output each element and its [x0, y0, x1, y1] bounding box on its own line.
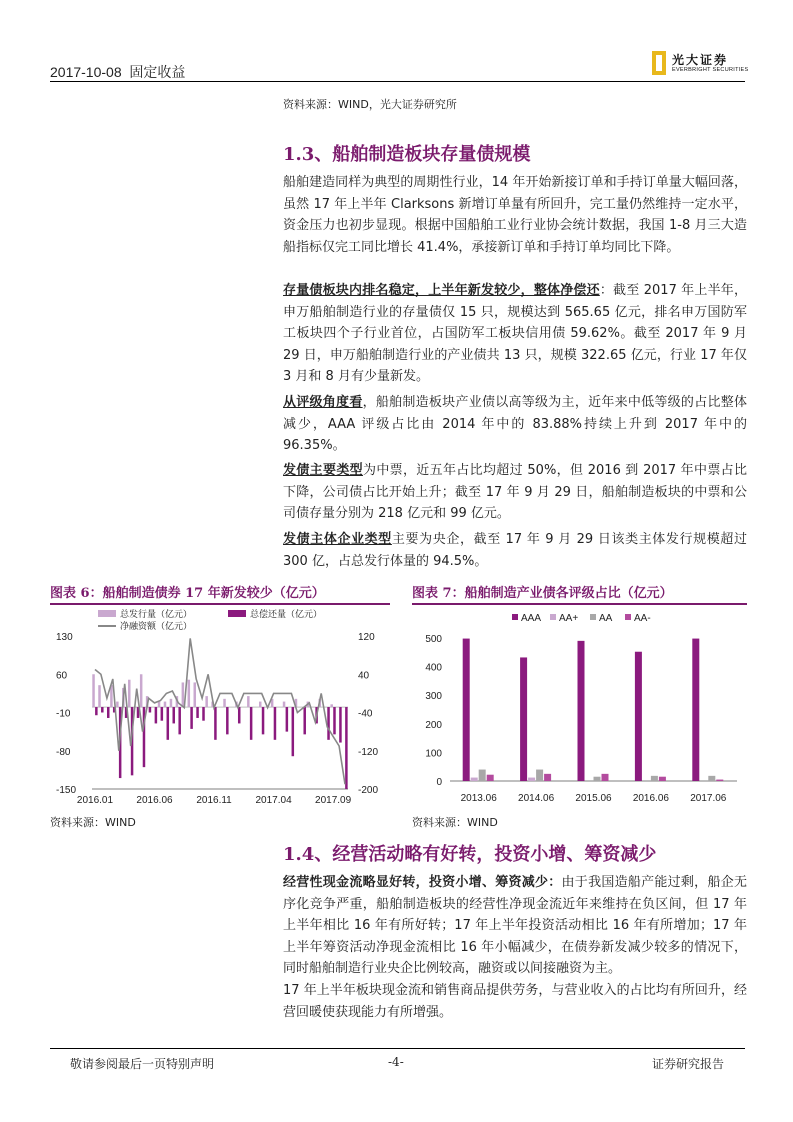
section-14-paragraph-2: 17 年上半年板块现金流和销售商品提供劳务，与营业收入的占比均有所回升，经营回暖使获现能力有所增强。 [283, 983, 747, 1020]
logo-text-en: EVERBRIGHT SECURITIES [672, 67, 749, 73]
section-13-paragraph-4 [283, 460, 747, 525]
chart7-x-tick: 2017.06 [690, 793, 727, 804]
chart7-legend-swatch [590, 614, 596, 620]
company-logo [652, 51, 752, 77]
chart6-bar-issued [247, 696, 250, 707]
paragraph-2-lead: 存量债板块内排名稳定，上半年新发较少，整体净偿还 [283, 283, 600, 298]
section14-paragraph-1-lead: 经营性现金流略显好转，投资小增、筹资减少： [283, 875, 562, 890]
chart7-bar [544, 774, 551, 781]
chart6-bar-repaid [339, 707, 342, 743]
chart7-legend-label: AA [599, 613, 613, 624]
chart6-bar-repaid [155, 707, 158, 723]
chart7-bar [463, 639, 470, 781]
footer-disclaimer: 敬请参阅最后一页特别声明 [70, 1057, 215, 1071]
chart7-bar [659, 777, 666, 781]
chart6-left-tick: 60 [56, 670, 68, 682]
header-date-category [50, 62, 185, 82]
chart6-left-tick: 130 [56, 632, 73, 643]
chart6-bar-repaid [345, 707, 348, 789]
paragraph-4-body: 为中票，近五年占比均超过 50%，但 2016 到 2017 年中票占比下降，公司债占比开始上升；截至 17 年 9 月 29 日，船舶制造板块的中票和公司债存量分别为 218 亿元和 99 亿元。 [283, 463, 747, 521]
section-14-title: 1.4、经营活动略有好转，投资小增、筹资减少 [283, 844, 657, 865]
chart6-bar-repaid [274, 707, 277, 740]
chart6-bar-issued [92, 674, 95, 707]
header-divider [50, 81, 745, 82]
chart7-x-tick: 2016.06 [632, 793, 669, 804]
chart7-y-tick: 500 [425, 634, 442, 645]
chart6-right-tick: -120 [358, 746, 379, 758]
chart6-bar-repaid [202, 707, 205, 721]
chart6-bar-issued [330, 704, 333, 707]
chart7-y-tick: 300 [425, 691, 442, 703]
chart6-bar-issued [116, 702, 119, 707]
chart7-svg [412, 606, 747, 812]
chart7-bar [651, 776, 658, 781]
chart7-legend-swatch [625, 614, 631, 620]
chart6-bar-repaid [196, 707, 199, 718]
chart6-bar-repaid [214, 707, 217, 740]
chart6-left-tick: -80 [56, 746, 71, 758]
chart7-x-tick: 2014.06 [518, 793, 555, 804]
chart7-bar [528, 778, 535, 781]
chart7-bar [578, 641, 585, 781]
chart7-bar [520, 657, 527, 781]
chart6-legend-issued: 总发行量（亿元） [120, 609, 193, 619]
chart6-bar-repaid [161, 707, 164, 721]
chart6-left-tick: -10 [56, 708, 71, 720]
chart6-bar-repaid [167, 707, 170, 740]
chart7-bar [536, 770, 543, 781]
chart7-y-tick: 0 [436, 777, 442, 788]
top-source-note: 资料来源：WIND，光大证券研究所 [283, 98, 457, 111]
chart7-bar [602, 774, 609, 781]
chart7-bar [471, 778, 478, 781]
chart6-bar-repaid [172, 707, 175, 723]
paragraph-5-lead: 发债主体企业类型 [283, 532, 392, 547]
paragraph-2-body: ：截至 2017 年上半年，申万船舶制造行业的存量债仅 15 只，规模达到 565.65 亿元，排名申万国防军工板块四个子行业首位，占国防军工板块信用债 59.62%。截至 2017 年 9 月 29 日，申万船舶制造行业的产业债共 13 只，规模 322.65 亿元，行业 17 年仅 3 月和 8 月有少量新发。 [283, 283, 747, 384]
chart6-bar-repaid [238, 707, 241, 723]
section-13-paragraph-2 [283, 280, 747, 388]
chart6-bar-repaid [286, 707, 289, 732]
chart7-bar [708, 776, 715, 781]
chart6-bar-repaid [178, 707, 181, 734]
logo-text-cn: 光大证券 [672, 53, 729, 67]
chart6-bar-repaid [107, 707, 110, 718]
section-13-paragraph-1: 船舶建造同样为典型的周期性行业，14 年开始新接订单和手持订单量大幅回落，虽然 17 年上半年 Clarksons 新增订单量有所回升，完工量仍然维持一定水平，资金压力也初步显现。根据中国船舶工业行业协会统计数据，我国 1-8 月三大造船指标仅完工同比增长 41.4%，承接新订单和手持订单均同比下降。 [283, 175, 747, 255]
chart7-legend-swatch [550, 614, 556, 620]
chart7-bar [635, 652, 642, 781]
chart6-source: 资料来源：WIND [50, 816, 136, 829]
section14-paragraph-1-body: 由于我国造船产能过剩，船企无序化竞争严重，船舶制造板块的经营性净现金流近年来维持在负区间，但 17 年上半年相比 16 年有所好转；17 年上半年投资活动相比 16 年有所增加；17 年上半年筹资活动净现金流相比 16 年小幅减少，在债券新发减少较多的情况下，同时船舶制造行业央企比例较高，融资或以间接融资为主。 [283, 875, 747, 976]
paragraph-3-body: ，船舶制造板块产业债以高等级为主，近年来中低等级的占比整体减少，AAA 评级占比由 2014 年中的 83.88%持续上升到 2017 年中的 96.35%。 [283, 395, 747, 453]
chart6-bar-repaid [333, 707, 336, 734]
chart6-bar-issued [128, 680, 131, 707]
chart6-svg [50, 606, 390, 812]
chart7-bar [487, 775, 494, 781]
chart7-bar [716, 780, 723, 781]
footer-divider [50, 1048, 745, 1049]
chart6-bar-repaid [101, 707, 104, 712]
chart6-bar-issued [182, 682, 185, 707]
chart6-right-tick: -200 [358, 785, 379, 796]
chart6-left-tick: -150 [56, 785, 77, 796]
chart6-bar-issued [140, 674, 143, 707]
section-13-paragraph-5 [283, 529, 747, 572]
chart7-x-tick: 2015.06 [575, 793, 612, 804]
chart6-bar-issued [205, 696, 208, 707]
chart7-caption: 图表 7：船舶制造产业债各评级占比（亿元） [412, 586, 673, 601]
paragraph-4-lead: 发债主要类型 [283, 463, 363, 478]
chart6-x-tick: 2016.06 [136, 795, 173, 806]
chart6-bar-repaid [292, 707, 295, 756]
chart6-right-tick: -40 [358, 708, 373, 720]
section-13-paragraph-3 [283, 392, 747, 457]
chart6-legend-swatch-issued [98, 610, 116, 617]
header-category: 固定收益 [129, 65, 186, 81]
chart6-caption-rule [50, 603, 390, 605]
footer-page-number: -4- [388, 1055, 404, 1069]
chart7-bar [479, 770, 486, 781]
chart6-bar-repaid [303, 707, 306, 734]
chart6-bar-issued [259, 702, 262, 707]
chart6-x-tick: 2016.11 [196, 795, 232, 806]
chart6-bar-issued [223, 699, 226, 707]
chart6-legend-repaid: 总偿还量（亿元） [250, 609, 323, 619]
footer-report-type: 证券研究报告 [652, 1057, 725, 1071]
chart7-bar [594, 777, 601, 781]
chart6-bar-repaid [250, 707, 253, 740]
chart6-bar-issued [158, 702, 161, 707]
chart7-legend-label: AA+ [559, 613, 579, 624]
chart7-legend-label: AA- [634, 613, 651, 624]
paragraph-3-lead: 从评级角度看 [283, 395, 363, 410]
chart7-y-tick: 200 [425, 719, 442, 731]
chart6-bar-issued [164, 702, 167, 707]
chart6-bar-repaid [95, 707, 98, 715]
chart7-y-tick: 400 [425, 662, 442, 674]
chart6-legend-net: 净融资额（亿元） [120, 621, 193, 631]
chart6-bar-repaid [327, 707, 330, 740]
chart7-y-tick: 100 [425, 748, 442, 760]
chart6-bar-repaid [149, 707, 152, 712]
chart6-bar-issued [194, 682, 197, 707]
chart6-x-tick: 2017.09 [315, 795, 352, 806]
chart6-x-tick: 2017.04 [255, 795, 292, 806]
chart7-legend-swatch [512, 614, 518, 620]
chart7-legend-label: AAA [521, 613, 542, 624]
chart7-x-tick: 2013.06 [460, 793, 497, 804]
chart7-source: 资料来源：WIND [412, 816, 498, 829]
logo-mark-icon [652, 51, 666, 75]
chart6-bar-repaid [226, 707, 229, 734]
chart7-caption-rule [412, 603, 747, 605]
chart6-right-tick: 40 [358, 670, 370, 682]
chart6-caption: 图表 6：船舶制造债券 17 年新发较少（亿元） [50, 586, 325, 601]
chart6-bar-issued [170, 699, 173, 707]
chart6-bar-issued [188, 680, 191, 707]
paragraph-5-body: 主要为央企，截至 17 年 9 月 29 日该类主体发行规模超过 300 亿，占总发行体量的 94.5%。 [283, 532, 747, 569]
section-13-title: 1.3、船舶制造板块存量债规模 [283, 144, 531, 165]
section-14-paragraph-1 [283, 872, 747, 980]
chart6-right-tick: 120 [358, 632, 375, 643]
chart6-legend-swatch-repaid [228, 610, 246, 617]
header-date: 2017-10-08 [50, 64, 122, 80]
chart6-bar-issued [283, 702, 286, 707]
chart7-bar [692, 639, 699, 781]
chart6-bar-issued [98, 685, 101, 707]
chart6-bar-repaid [190, 707, 193, 729]
chart6-x-tick: 2016.01 [76, 795, 114, 806]
chart6-bar-repaid [262, 707, 265, 734]
